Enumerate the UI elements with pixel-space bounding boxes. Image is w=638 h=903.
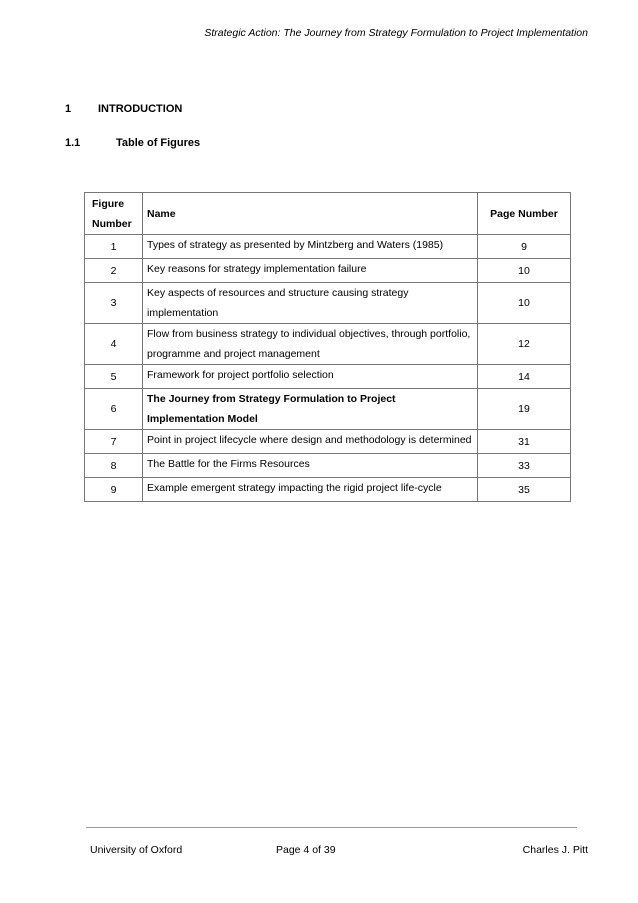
figure-number: 8: [85, 454, 143, 478]
footer-institution: University of Oxford: [90, 844, 183, 856]
subsection-number: 1.1: [65, 137, 81, 149]
header-figure-number: Figure Number: [85, 193, 143, 235]
table-of-figures: [84, 192, 571, 502]
figure-number: 5: [85, 365, 143, 389]
figure-number: 4: [85, 324, 143, 365]
figure-page: 33: [478, 454, 571, 478]
figure-name: The Journey from Strategy Formulation to Project Implementation Model: [143, 389, 478, 430]
running-header: Strategic Action: The Journey from Strategy Formulation to Project Implementation: [204, 27, 588, 39]
subsection-title: Table of Figures: [116, 137, 201, 149]
table-row: [85, 389, 571, 430]
figure-number: 3: [85, 283, 143, 324]
figure-page: 19: [478, 389, 571, 430]
figure-page: 12: [478, 324, 571, 365]
figure-number: 1: [85, 235, 143, 259]
figure-number: 9: [85, 478, 143, 502]
figure-name: Framework for project portfolio selection: [143, 365, 478, 389]
table-row: [85, 259, 571, 283]
figure-name: The Battle for the Firms Resources: [143, 454, 478, 478]
table-row: [85, 454, 571, 478]
figure-number: 2: [85, 259, 143, 283]
figure-page: 9: [478, 235, 571, 259]
header-page-number: Page Number: [478, 193, 571, 235]
table-row: [85, 478, 571, 502]
section-heading: [65, 103, 182, 115]
figure-name: Key reasons for strategy implementation failure: [143, 259, 478, 283]
figure-page: 10: [478, 259, 571, 283]
footer-author: Charles J. Pitt: [522, 844, 588, 856]
table-row: [85, 365, 571, 389]
figure-page: 31: [478, 430, 571, 454]
figure-name: Example emergent strategy impacting the rigid project life-cycle: [143, 478, 478, 502]
figure-number: 7: [85, 430, 143, 454]
table-header-row: [85, 193, 571, 235]
table-row: [85, 235, 571, 259]
section-number: 1: [65, 103, 72, 115]
header-name: Name: [143, 193, 478, 235]
figure-page: 35: [478, 478, 571, 502]
table-row: [85, 283, 571, 324]
subsection-heading: [65, 137, 200, 149]
footer-divider: [86, 827, 577, 828]
figure-page: 14: [478, 365, 571, 389]
table-row: [85, 430, 571, 454]
figure-name: Types of strategy as presented by Mintzberg and Waters (1985): [143, 235, 478, 259]
figure-page: 10: [478, 283, 571, 324]
figure-name: Key aspects of resources and structure causing strategy implementation: [143, 283, 478, 324]
section-title: INTRODUCTION: [98, 103, 183, 115]
footer-page-number: Page 4 of 39: [276, 844, 336, 856]
figure-number: 6: [85, 389, 143, 430]
figure-name: Flow from business strategy to individual objectives, through portfolio, programme and project management: [143, 324, 478, 365]
figure-name: Point in project lifecycle where design and methodology is determined: [143, 430, 478, 454]
table-row: [85, 324, 571, 365]
